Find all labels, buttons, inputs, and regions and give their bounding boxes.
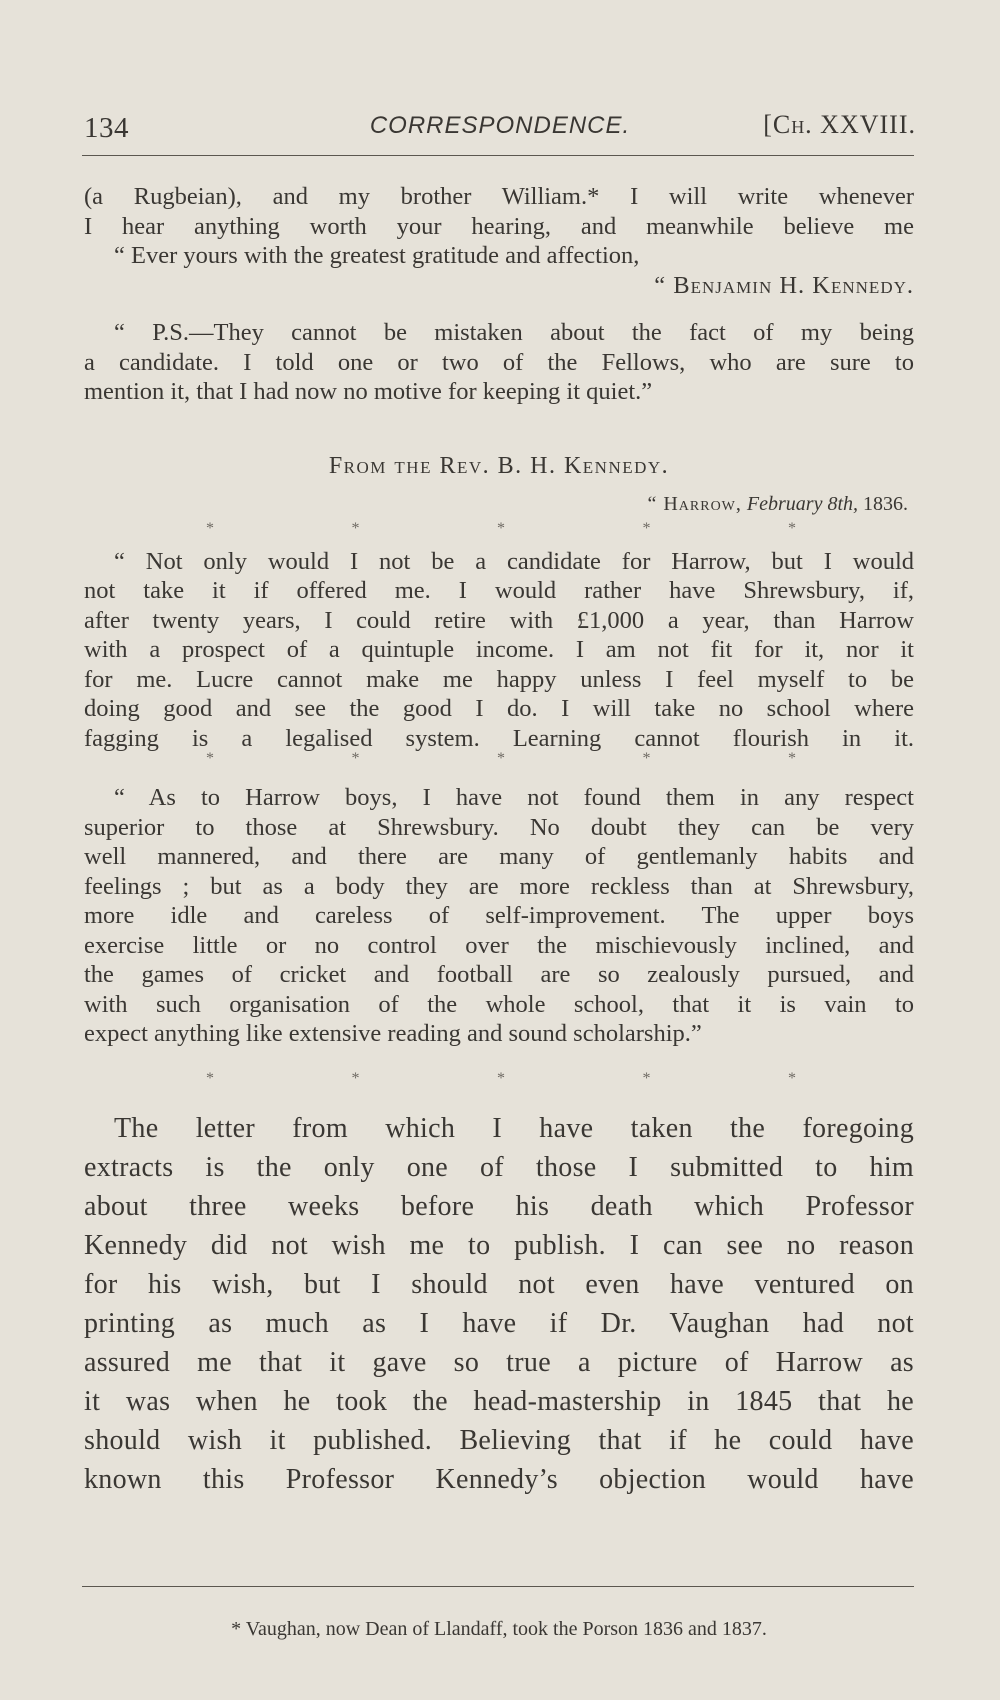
letter-heading: From the Rev. B. H. Kennedy. — [328, 452, 670, 479]
text-line: the games of cricket and football are so zealously pursued, and — [84, 961, 914, 988]
ellipsis-stars — [84, 749, 914, 769]
text-line: mention it, that I had now no motive for keeping it quiet.” — [84, 378, 653, 405]
star-mark: * — [642, 750, 651, 767]
text-line: not take it if offered me. I would rather have Shrewsbury, if, — [84, 577, 914, 604]
text-line: about three weeks before his death which Professor — [84, 1190, 914, 1222]
text-line: with a prospect of a quintuple income. I am not fit for it, nor it — [84, 636, 914, 663]
star-mark: * — [206, 1069, 214, 1087]
text-line: fagging is a legalised system. Learning cannot flourish in it. — [84, 724, 914, 752]
text-line: superior to those at Shrewsbury. No doubt they can be very — [84, 813, 914, 841]
text-line: “ P.S.—They cannot be mistaken about the fact of my being — [114, 319, 914, 346]
text-line: with such organisation of the whole school, that it is vain to — [84, 990, 914, 1018]
text-line: for his wish, but I should not even have ventured on — [84, 1268, 914, 1300]
footnote: * Vaughan, now Dean of Llandaff, took the Porson 1836 and 1837. — [231, 1618, 767, 1640]
star-mark: * — [351, 1069, 360, 1087]
text-line: Kennedy did not wish me to publish. I can see no reason — [84, 1229, 914, 1261]
text-line: (a Rugbeian), and my brother William.* I will write whenever — [84, 183, 914, 210]
text-line: “ Ever yours with the greatest gratitude and affection, — [114, 242, 640, 269]
postscript — [84, 318, 914, 407]
narrative-paragraph — [84, 1109, 914, 1499]
dateline-date: February 8th, — [746, 492, 858, 515]
header-rule — [82, 155, 914, 156]
text-line: should wish it published. Believing that if he could have — [84, 1424, 914, 1456]
star-mark: * — [788, 1069, 796, 1087]
text-line: I hear anything worth your hearing, and meanwhile believe me — [84, 212, 914, 240]
text-line: a candidate. I told one or two of the Fellows, who are sure to — [84, 348, 914, 376]
letter-paragraph — [84, 547, 914, 754]
star-mark: * — [351, 750, 360, 767]
star-mark: * — [788, 519, 796, 537]
text-line: exercise little or no control over the mischievously inclined, and — [84, 931, 914, 959]
text-line: feelings ; but as a body they are more reckless than at Shrewsbury, — [84, 872, 914, 900]
star-mark: * — [206, 519, 214, 537]
star-mark: * — [642, 1069, 651, 1087]
star-mark: * — [351, 519, 360, 537]
page-number: 134 — [84, 112, 129, 144]
signature: “ Benjamin H. Kennedy. — [654, 271, 914, 299]
text-line: printing as much as I have if Dr. Vaughan had not — [84, 1307, 914, 1339]
chapter-reference: [Ch. XXVIII. — [763, 110, 916, 139]
star-mark: * — [497, 750, 505, 767]
star-mark: * — [206, 750, 214, 767]
ellipsis-stars — [84, 1069, 914, 1089]
text-line: known this Professor Kennedy’s objection would have — [84, 1463, 914, 1495]
text-line: expect anything like extensive reading and sound scholarship.” — [84, 1020, 702, 1047]
text-line: it was when he took the head-mastership in 1845 that he — [84, 1385, 914, 1417]
text-line: assured me that it gave so true a picture of Harrow as — [84, 1346, 914, 1378]
ellipsis-stars — [84, 519, 914, 539]
star-mark: * — [642, 519, 651, 537]
star-mark: * — [497, 519, 505, 537]
body-text — [84, 182, 914, 1499]
text-line: The letter from which I have taken the foregoing — [114, 1112, 914, 1144]
dateline-year: 1836. — [863, 492, 908, 515]
running-head — [84, 108, 916, 148]
text-line: “ Not only would I not be a candidate for Harrow, but I would — [114, 547, 914, 575]
star-mark: * — [788, 750, 796, 767]
dateline-place: “ Harrow, — [647, 492, 742, 515]
text-line: more idle and careless of self-improvement. The upper boys — [84, 902, 914, 929]
letter-closing — [84, 182, 914, 300]
text-line: “ As to Harrow boys, I have not found them in any respect — [114, 784, 914, 811]
letter-section — [84, 451, 914, 1089]
text-line: for me. Lucre cannot make me happy unless I feel myself to be — [84, 665, 914, 693]
text-line: extracts is the only one of those I submitted to him — [84, 1151, 914, 1183]
text-line: after twenty years, I could retire with £1,000 a year, than Harrow — [84, 606, 914, 634]
footnote-rule — [82, 1586, 914, 1587]
star-mark: * — [497, 1069, 505, 1087]
text-line: doing good and see the good I do. I will take no school where — [84, 695, 914, 722]
letter-dateline — [84, 489, 908, 519]
letter-paragraph — [84, 783, 914, 1049]
text-line: well mannered, and there are many of gentlemanly habits and — [84, 843, 914, 870]
chapter-title: CORRESPONDENCE. — [369, 112, 631, 139]
